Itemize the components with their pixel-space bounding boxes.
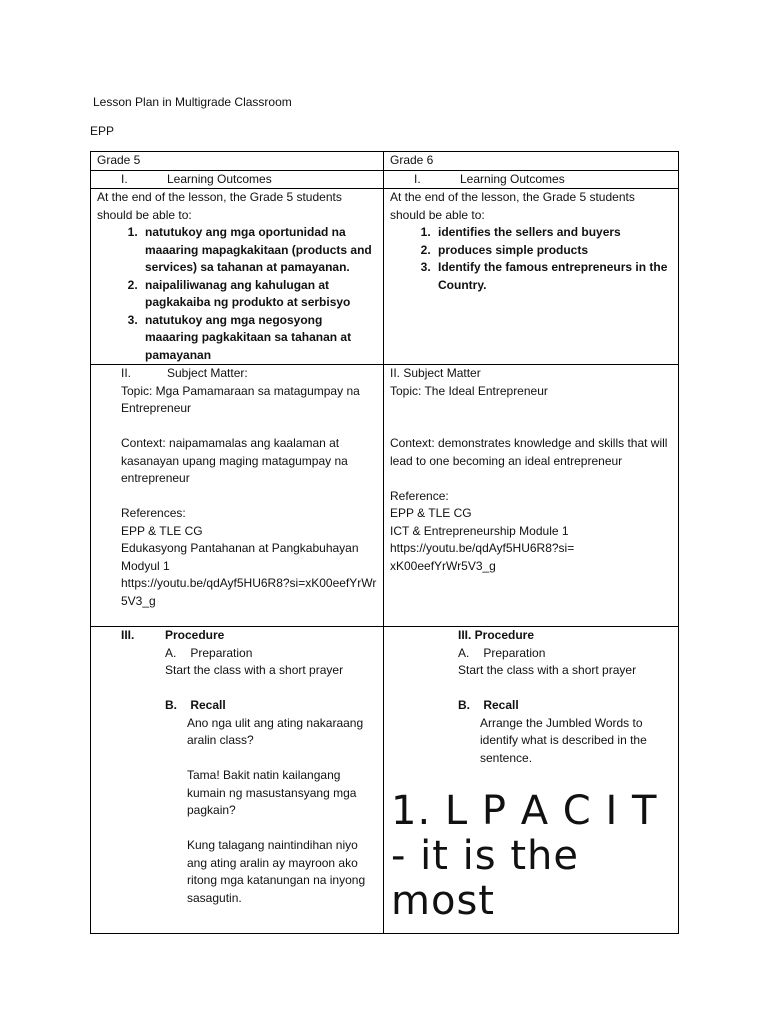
document-title: Lesson Plan in Multigrade Classroom <box>93 95 292 109</box>
g5-outcomes-list <box>97 224 377 364</box>
g6-outcomes-intro: At the end of the lesson, the Grade 5 students should be able to: <box>390 190 635 222</box>
g6-outcomes-cell <box>384 189 679 365</box>
grade6-header: Grade 6 <box>384 152 679 171</box>
jumbled-word-item: 1. L P A C I T - it is the most <box>391 788 658 924</box>
lo-numeral: I. <box>121 171 128 186</box>
g6-preparation-text: Start the class with a short prayer <box>458 663 637 677</box>
list-item: 3. natutukoy ang mga negosyong maaaring pagkakitaan sa tahanan at pamayanan <box>141 312 377 365</box>
recall-paragraph: Kung talagang naintindihan niyo ang ating aralin ay mayroon ako ritong mga katanungan na inyong sasagutin. <box>187 838 366 905</box>
g5-learning-outcomes-heading <box>91 170 384 189</box>
step-letter: A. <box>458 645 470 660</box>
step-label: Preparation <box>190 645 253 660</box>
list-item: 2. naipaliliwanag ang kahulugan at pagkakaiba ng produkto at serbisyo <box>141 277 377 312</box>
g6-learning-outcomes-heading <box>384 170 679 189</box>
list-item: 1. identifies the sellers and buyers <box>434 224 672 242</box>
g5-outcomes-intro: At the end of the lesson, the Grade 5 students should be able to: <box>97 190 342 222</box>
step-letter: B. <box>165 698 177 712</box>
reference-item: ICT & Entrepreneurship Module 1 <box>390 523 569 538</box>
g6-context: Context: demonstrates knowledge and skills that will lead to one becoming an ideal entrepreneur <box>390 436 668 468</box>
g5-topic: Topic: Mga Pamamaraan sa matagumpay na Entrepreneur <box>121 383 360 415</box>
reference-item: EPP & TLE CG <box>390 506 472 520</box>
g6-recall-text: Arrange the Jumbled Words to identify what is described in the sentence. <box>480 715 647 765</box>
list-item: 1. natutukoy ang mga oportunidad na maaaring mapagkakitaan (products and services) sa tahanan at pamayanan. <box>141 224 377 277</box>
proc-label: Procedure <box>165 628 225 642</box>
g5-procedure-cell <box>91 627 384 934</box>
g6-outcomes-list <box>390 224 672 294</box>
g5-outcomes-cell <box>91 189 384 365</box>
lo-numeral: I. <box>414 171 421 186</box>
g6-proc-heading: III. Procedure <box>458 628 535 642</box>
reference-item: EPP & TLE CG <box>121 523 203 538</box>
step-letter: A. <box>165 645 177 660</box>
step-label: Recall <box>190 698 226 712</box>
recall-paragraph: Ano nga ulit ang ating nakaraang aralin class? <box>187 715 364 747</box>
sm-numeral: II. <box>121 366 132 380</box>
g5-subject-matter-cell <box>91 365 384 627</box>
reference-link[interactable]: https://youtu.be/qdAyf5HU6R8?si=xK00eefYrWr5V3_g <box>390 541 575 573</box>
g5-references-label: References: <box>121 506 186 520</box>
lo-label: Learning Outcomes <box>460 171 565 186</box>
g6-reference-label: Reference: <box>390 488 449 503</box>
g5-preparation-text: Start the class with a short prayer <box>165 663 344 677</box>
list-item: 3. Identify the famous entrepreneurs in the Country. <box>434 259 672 294</box>
lo-label: Learning Outcomes <box>167 171 272 186</box>
step-label: Preparation <box>483 645 546 660</box>
g5-context: Context: naipamamalas ang kaalaman at kasanayan upang maging matagumpay na entrepreneur <box>121 436 348 485</box>
reference-link[interactable]: https://youtu.be/qdAyf5HU6R8?si=xK00eefYrWr5V3_g <box>121 576 377 608</box>
step-label: Recall <box>483 698 519 712</box>
proc-numeral: III. <box>121 628 135 642</box>
list-item: 2. produces simple products <box>434 242 672 260</box>
g6-sm-heading: II. Subject Matter <box>390 366 481 380</box>
g6-procedure-cell <box>384 627 679 934</box>
sm-label: Subject Matter: <box>167 366 248 380</box>
g6-topic: Topic: The Ideal Entrepreneur <box>390 383 548 398</box>
grade5-header: Grade 5 <box>91 152 384 171</box>
reference-item: Edukasyong Pantahanan at Pangkabuhayan Modyul 1 <box>121 541 359 573</box>
g6-subject-matter-cell <box>384 365 679 627</box>
subject-label: EPP <box>90 124 115 138</box>
recall-paragraph: Tama! Bakit natin kailangang kumain ng masustansyang mga pagkain? <box>187 768 357 817</box>
step-letter: B. <box>458 698 470 712</box>
lesson-plan-table <box>90 151 679 934</box>
